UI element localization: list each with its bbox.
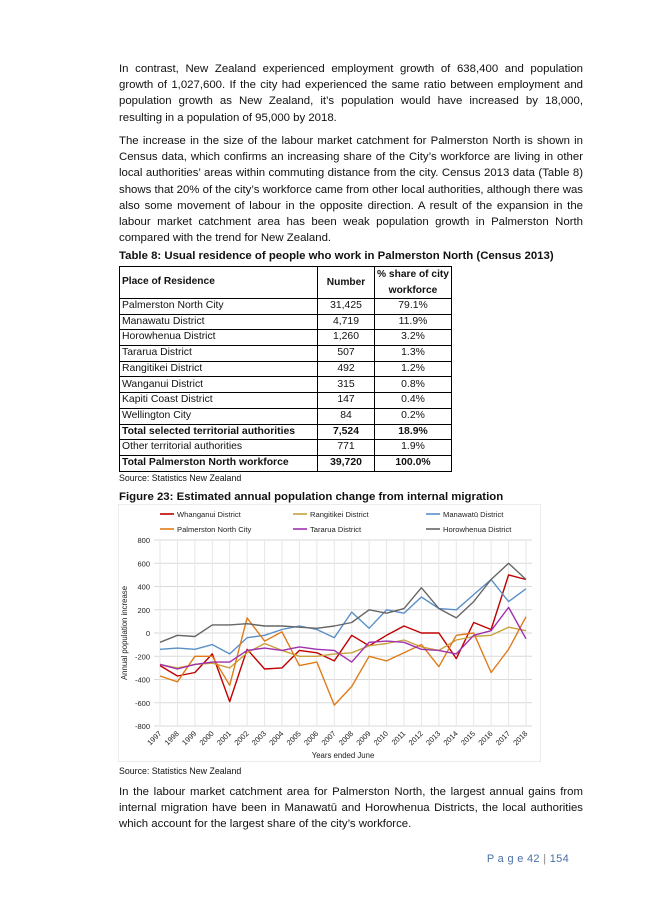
y-tick-label: 400: [137, 582, 150, 592]
x-tick-label: 2016: [476, 729, 495, 748]
row-number: 315: [318, 377, 375, 393]
row-place: Total selected territorial authorities: [120, 424, 318, 440]
x-tick-label: 2004: [267, 729, 286, 748]
legend-label: Tararua District: [310, 525, 362, 534]
legend-label: Palmerston North City: [177, 525, 252, 534]
header-place-of-residence: Place of Residence: [120, 267, 318, 299]
figure-caption: Figure 23: Estimated annual population change from internal migration: [119, 491, 504, 503]
table-row: [120, 361, 452, 377]
paragraph-employment-growth: In contrast, New Zealand experienced employment growth of 638,400 and population growth of 1,027,600. If the city had experienced the same ratio between employment and population growth as New Zealand, it’s population would have increased by 18,000, resulting in a population of 95,000 by 2018.: [119, 63, 583, 124]
row-number: 771: [318, 440, 375, 456]
x-tick-label: 1997: [145, 729, 164, 748]
row-place: Other territorial authorities: [120, 440, 318, 456]
usual-residence-table: [119, 266, 452, 472]
table-body: [120, 299, 452, 472]
row-place: Kapiti Coast District: [120, 393, 318, 409]
table-row: [120, 393, 452, 409]
row-number: 492: [318, 361, 375, 377]
x-tick-label: 2003: [249, 729, 268, 748]
total-pages: 154: [549, 853, 569, 865]
x-tick-label: 1999: [180, 729, 199, 748]
x-tick-label: 2013: [424, 729, 443, 748]
row-number: 84: [318, 408, 375, 424]
paragraph-internal-migration-gains: In the labour market catchment area for Palmerston North, the largest annual gains from internal migration have been in Manawatū and Horowhenua Districts, the local authorities which account for the largest share of the city’s workforce.: [119, 786, 583, 831]
row-share: 100.0%: [375, 455, 452, 471]
row-place: Wellington City: [120, 408, 318, 424]
row-share: 11.9%: [375, 314, 452, 330]
y-tick-label: -200: [134, 652, 150, 662]
x-tick-label: 2012: [406, 729, 425, 748]
header-share: % share of city workforce: [375, 267, 452, 299]
row-share: 0.2%: [375, 408, 452, 424]
row-number: 7,524: [318, 424, 375, 440]
table-row: [120, 299, 452, 315]
x-tick-label: 2014: [441, 729, 460, 748]
row-place: Total Palmerston North workforce: [120, 455, 318, 471]
y-tick-label: -800: [134, 722, 150, 731]
row-share: 1.3%: [375, 346, 452, 362]
row-number: 1,260: [318, 330, 375, 346]
table-row: [120, 330, 452, 346]
y-tick-label: 0: [145, 629, 150, 638]
x-tick-label: 2001: [214, 729, 234, 748]
x-tick-label: 2017: [493, 729, 512, 748]
table-source: Source: Statistics New Zealand: [119, 473, 242, 483]
x-tick-label: 2007: [319, 729, 338, 748]
x-tick-label: 2015: [458, 729, 478, 748]
row-number: 147: [318, 393, 375, 409]
x-tick-label: 1998: [162, 729, 181, 748]
row-place: Tararua District: [120, 346, 318, 362]
table-row: [120, 440, 452, 456]
x-tick-label: 2005: [284, 729, 303, 748]
x-tick-label: 2002: [232, 729, 251, 748]
page-word: P a g e: [486, 853, 524, 865]
x-axis-label: Years ended June: [311, 751, 375, 760]
row-share: 18.9%: [375, 424, 452, 440]
row-share: 1.2%: [375, 361, 452, 377]
row-number: 39,720: [318, 455, 375, 471]
table-row: [120, 314, 452, 330]
table-row: [120, 377, 452, 393]
table-row: [120, 455, 452, 471]
row-share: 79.1%: [375, 299, 452, 315]
y-tick-label: -400: [134, 675, 150, 685]
page-footer: [487, 853, 569, 865]
x-tick-label: 2011: [389, 729, 408, 747]
row-place: Horowhenua District: [120, 330, 318, 346]
table-header-row: [120, 267, 452, 299]
y-tick-label: -600: [134, 698, 150, 708]
page-separator: |: [543, 853, 547, 865]
legend-label: Horowhenua District: [443, 525, 512, 534]
legend-label: Manawatū District: [443, 510, 504, 519]
migration-line-chart: [118, 504, 541, 762]
paragraph-labour-market-catchment: The increase in the size of the labour market catchment for Palmerston North is shown in Census data, which confirms an increasing share of the City’s workforce are living in other local authorities’ areas within commuting distance from the city. Census 2013 data (Table 8) shows that 20% of the city’s workforce came from other local authorities, although there was also some movement of labour in the opposite direction. A result of the expansion in the labour market catchment area has been weak population growth in Palmerston North compared with the trend for New Zealand.: [119, 135, 583, 245]
row-place: Manawatu District: [120, 314, 318, 330]
legend-label: Rangitikei District: [310, 510, 369, 519]
page-number: 42: [527, 853, 540, 865]
header-number: Number: [318, 267, 375, 299]
row-share: 1.9%: [375, 440, 452, 456]
y-tick-label: 600: [137, 559, 150, 569]
row-share: 0.4%: [375, 393, 452, 409]
table-caption: Table 8: Usual residence of people who work in Palmerston North (Census 2013): [119, 250, 554, 262]
row-number: 4,719: [318, 314, 375, 330]
x-tick-label: 2010: [371, 729, 390, 748]
x-tick-label: 2018: [511, 729, 530, 748]
table-row: [120, 408, 452, 424]
y-tick-label: 200: [137, 605, 150, 615]
row-place: Wanganui District: [120, 377, 318, 393]
row-number: 31,425: [318, 299, 375, 315]
y-axis-label: Annual population increase: [120, 585, 129, 681]
row-number: 507: [318, 346, 375, 362]
row-share: 3.2%: [375, 330, 452, 346]
table-row: [120, 346, 452, 362]
figure-source: Source: Statistics New Zealand: [119, 766, 242, 776]
x-tick-label: 2009: [354, 729, 373, 748]
table-row: [120, 424, 452, 440]
row-place: Rangitikei District: [120, 361, 318, 377]
x-tick-label: 2000: [197, 729, 216, 748]
row-share: 0.8%: [375, 377, 452, 393]
x-tick-label: 2006: [302, 729, 321, 748]
row-place: Palmerston North City: [120, 299, 318, 315]
x-tick-label: 2008: [336, 729, 356, 748]
y-tick-label: 800: [137, 536, 150, 545]
legend-label: Whanganui District: [177, 510, 241, 519]
